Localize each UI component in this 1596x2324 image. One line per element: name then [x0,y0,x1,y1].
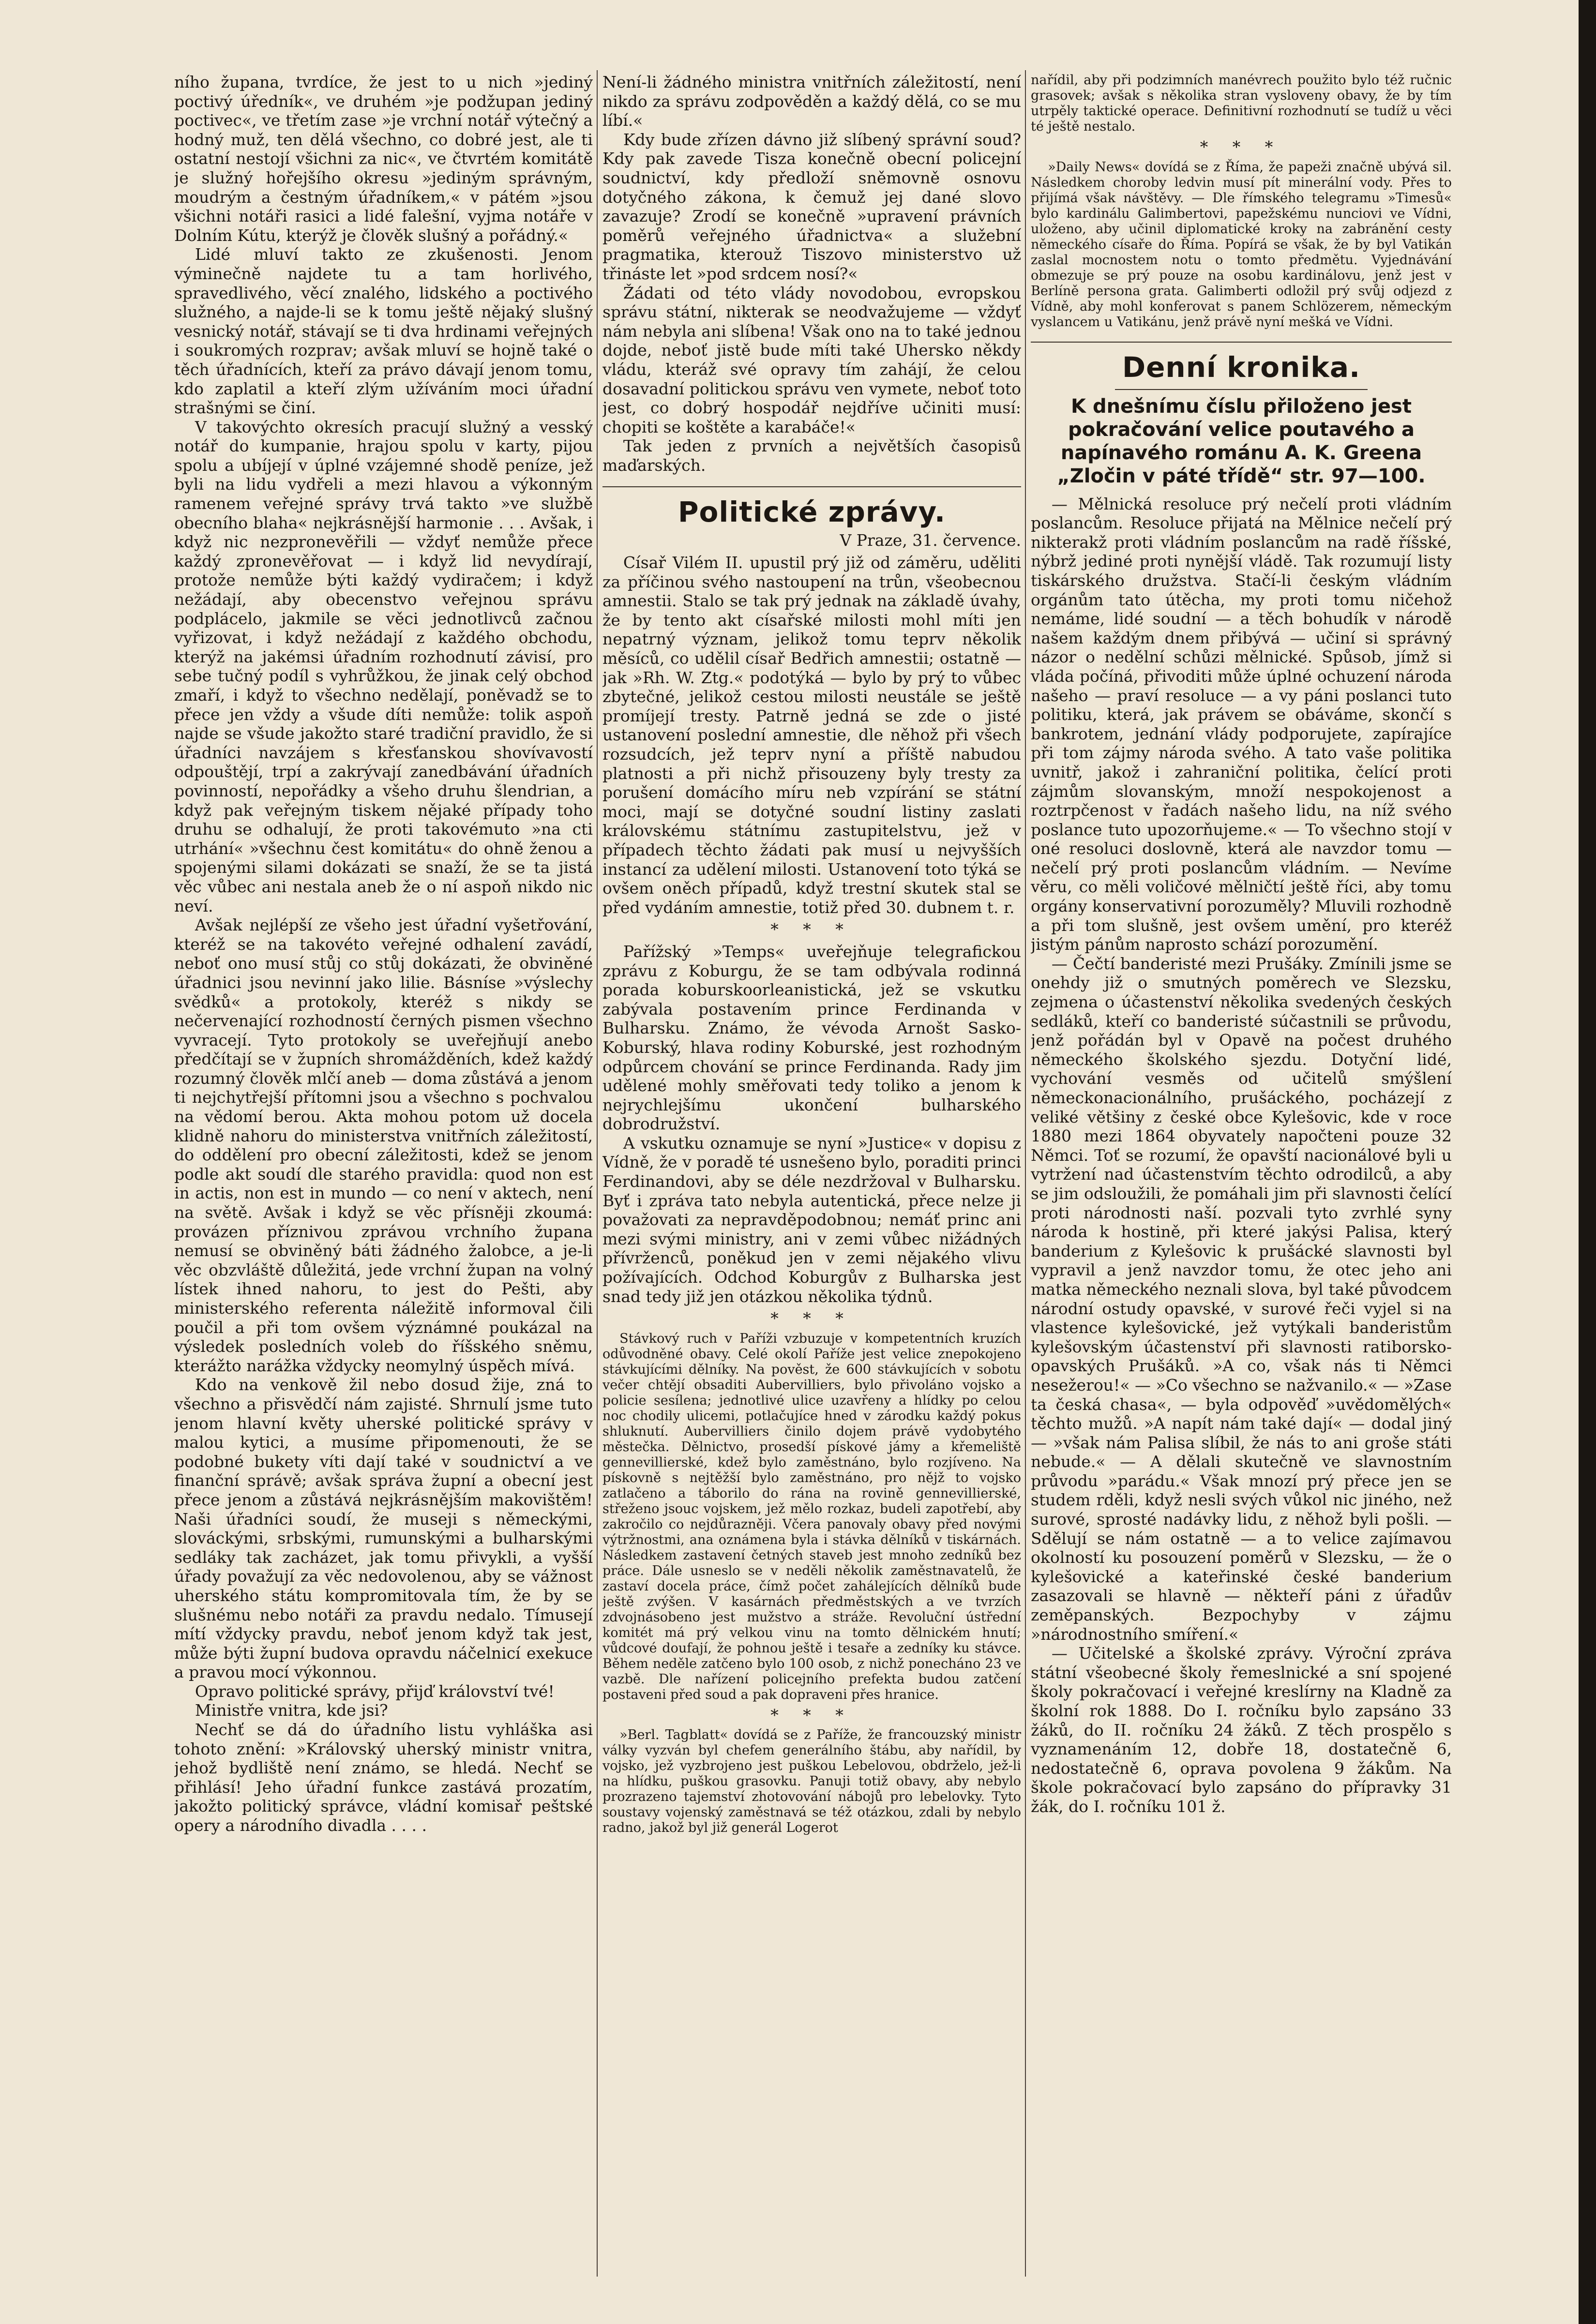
section-divider [1031,342,1452,343]
column-rule-2 [1025,70,1026,2277]
paragraph: Lidé mluví takto ze zkušenosti. Jenom výminečně najdete tu a tam horlivého, spravedlivého, věcí znalého, lidského a poctivého služného, a najde-li se k tomu ještě nějaký slušný vesnický notář, stávají se ti dva hrdinami veřejných i soukromých rozprav; avšak mluví se hojně také o těch úřadnících, kteří za právo dávají jenom tomu, kdo zaplatil a kteří zlým užíváním moci úřadní strašnými se činí. [174,245,593,418]
paragraph: Císař Vilém II. upustil prý již od záměru, uděliti za příčinou svého nastoupení na trůn, všeobecnou amnestii. Stalo se tak prý jednak na základě úvahy, že by tento akt císařské milosti mohl míti jen nepatrný význam, jelikož tomu teprv několik měsíců, co udělil císař Bedřich amnestii; ostatně — jak »Rh. W. Ztg.« podotýká — bylo by prý to vůbec zbytečné, jelikož cestou milosti neustále se ještě promíjejí tresty. Patrně jedná se zde o jisté ustanovení poslední amnestie, dle něhož při všech rozsudcích, jež teprv nyní a příště nabudou platnosti a při nichž přisouzeny byly tresty za porušení domácího míru neb vzpírání se státní moci, mají se dotyčné soudní listiny zaslati královskému státnímu zastupitelstvu, jež v případech těchto žádati pak musí u nejvyšších instancí za udělení milosti. Ustanovení toto týká se ovšem oněch případů, když trestní skutek stal se před vydáním amnestie, totiž před 30. dubnem t. r. [602,553,1021,917]
paragraph: A vskutku oznamuje se nyní »Justice« v dopisu z Vídně, že v poradě té usnešeno bylo, poraditi princi Ferdinandovi, aby se déle nezdržoval v Bulharsku. Byť i zpráva tato nebyla autentická, přece nelze ji považovati za nepravděpodobnou; nemáť princ ani mezi svými ministry, ani v zemi vůbec nižádných přívrženců, poněkud jen v zemi nějakého vlivu požívajících. Odchod Koburgův z Bulharska jest snad tedy již jen otázkou několika týdnů. [602,1133,1021,1306]
asterism: * * * [770,920,853,939]
paragraph: Pařížský »Temps« uveřejňuje telegrafickou zprávu z Koburgu, že se tam odbývala rodinná porada koburskoorleanistická, jež se vskutku zabývala postavením prince Ferdinanda v Bulharsku. Známo, že vévoda Arnošt Sasko-Koburský, hlava rodiny Koburské, jest rozhodným odpůrcem chování se prince Ferdinanda. Rady jim udělené mohly směřovati tedy toliko a jenom k nejrychlejšímu ukončení bulharského dobrodružství. [602,942,1021,1134]
asterism: * * * [770,1705,853,1724]
asterism: * * * [1200,137,1283,156]
paragraph: Kdy bude zřízen dávno již slíbený správní soud? Kdy pak zavede Tisza konečně obecní policejní soudnictví, kdy předloží sněmovně osnovu dotyčného zákona, k čemuž jej dané slovo zavazuje? Zrodí se konečně »upravení právních poměrů veřejného úřadnictva« a služební pragmatika, kterouž Tiszovo ministerstvo už třináste let »pod srdcem nosí?« [602,130,1021,283]
section-heading-denni-kronika: Denní kronika. [1122,350,1361,384]
paragraph: Kdo na venkově žil nebo dosud žije, zná to všechno a přisvědčí nám zajisté. Shrnulí jsme tuto jenom hlavní květy uherské politické správy v malou kytici, a musíme připomenouti, že se podobné bukety víti dají také v soudnictví a ve finanční správě; avšak správa župní a obecní jest přece jenom a zůstává nejkrásnějším makovištěm! Naši úřadníci soudí, že museji s německými, slováckými, srbskými, rumunskými a bulharskými sedláky tak zacházet, jak tomu přivykli, a vyšší úřady považují za věc nedovolenou, aby se vážnost uherského státu kompromitovala tím, že by se slušnému nebo notáři za pravdu nedalo. Tímusejí mítí vždycky pravdu, neboť jenom když tak jest, může býti župní budova opravdu náčelnicí exekuce a pravou mocí výkonnou. [174,1375,593,1682]
paragraph: »Berl. Tagblatt« dovídá se z Paříže, že francouzský ministr války vyzván byl chefem generálního štábu, aby nařídil, by vojsko, jež vyzbrojeno jest puškou Lebelovou, obdrželo, jež-li na hlídku, puškou grasovku. Panuji totiž obavy, aby nebylo prozrazeno tajemství zhotovování nábojů pro lebelovky. Tyto soustavy vojenský zaměstnavá se též otázkou, zdali by nebylo radno, jakož byl již generál Logerot [602,1727,1021,1836]
paragraph: Stávkový ruch v Paříži vzbuzuje v kompetentních kruzích odůvodněné obavy. Celé okolí Paříže jest velice znepokojeno stávkujícími dělníky. Na pověst, že 600 stávkujících v sobotu večer chtějí obsaditi Aubervilliers, bylo přivoláno vojsko a policie sesílena; jednotlivé ulice uzavřeny a hlídky po celou noc chodily ulicemi, potlačujíce hned v zárodku každý pokus shluknutí. Aubervilliers činilo dojem právě vydobytého městečka. Dělnictvo, prosedší pískové jámy a křemeliště gennevillierské, kdež bylo zaměstnáno, bylo rozjíveno. Na pískovně s nejtěžší bylo zaměstnáno, pro nějž to vojsko zatlačeno a táborilo do rána na rovině gennevillierské, střeženo jsouc vojskem, jež mělo rozkaz, budeli zapotřebí, aby zakročilo co nejdůrazněji. Včera panovaly obavy před novými výtržnostmi, ana oznámena byla i stávka dělníků v tiskárnách. Následkem zastavení četných staveb jest mnoho zedníků bez práce. Dále usneslo se v neděli několik zaměstnavatelů, že zastaví docela práce, čímž počet zahálejících dělníků bude ještě zvýšen. V kasárnách předměstských a ve tvrzích zdvojnásobeno jest mužstvo a stráže. Revoluční ústřední komitét má prý velkou vinu na tomto dělnickém hnutí; vůdcové doufají, že pohnou ještě i tesaře a zedníky ku stávce. Během neděle zatčeno bylo 100 osob, z nichž ponecháno 23 ve vazbě. Dle nařízení policejního prefekta budou zatčení postaveni před soud a pak dopraveni přes hranice. [602,1331,1021,1702]
paragraph: Není-li žádného ministra vnitřních záležitostí, není nikdo za správu zodpověděn a každý dělá, co se mu líbí.« [602,73,1021,130]
dateline: V Praze, 31. července. [840,531,1021,550]
column-3 [1031,73,1452,2279]
scan-edge [1579,0,1596,2324]
section-divider [602,486,1021,487]
paragraph: »Daily News« dovídá se z Říma, že papeži značně ubývá sil. Následkem choroby ledvin musí pít minerální vody. Přes to přijímá však návštěvy. — Dle římského telegramu »Timesů« bylo kardinálu Galimbertovi, papežskému nunciovi ve Vídni, uloženo, aby učinil diplomatické kroky na zabránění cesty německého císaře do Říma. Popírá se však, že by byl Vatikán zaslal mocnostem notu o tomto předmětu. Vyjednávání obmezuje se prý pouze na osobu kardinálovu, jenž jest v Berlíně persona grata. Galimberti odložil prý svůj odjezd z Vídně, aby mohl konferovat s panem Schlözerem, německým vyslancem u Vatikánu, jenž právě nyní mešká ve Vídni. [1031,159,1452,330]
paragraph: ního župana, tvrdíce, že jest to u nich »jediný poctivý úředník«, ve druhém »je podžupan jediný poctivec«, ve třetím zase »je vrchní notář výtečný a hodný muž, ten dělá všechno, co dobré jest, ale ti ostatní nestojí všichni za nic«, ve čtvrtém komitátě je služný hořejšího okresu »jediným správným, moudrým a čestným úřadníkem,« v pátém »jsou všichni notáři rasici a lidé falešní, vyjma notáře v Dolním Kútu, kterýž je člověk slušný a pořádný.« [174,73,593,245]
paragraph: — Učitelské a školské zprávy. Výroční zpráva státní všeobecné školy řemeslnické a sní spojené školy pokračovací i veřejné kreslírny na Kladně za školní rok 1888. Do I. ročníku bylo zapsáno 33 žáků, do II. ročníku 24 žáků. Z těch prospělo s vyznamenáním 12, dobře 18, dostatečně 6, nedostatečně 6, oprava povolena 9 žákům. Na škole pokračovací bylo zapsáno do přípravky 31 žák, do I. ročníku 101 ž. [1031,1644,1452,1816]
asterism: * * * [770,1309,853,1328]
supplement-notice: K dnešnímu číslu přiloženo jest pokračování velice poutavého a napínavého románu A. K. Greena „Zločin v páté třídě“ str. 97—100. [1057,395,1426,487]
column-1 [174,73,593,2279]
paragraph: — Mělnická resoluce prý nečelí proti vládním poslancům. Resoluce přijatá na Mělnice nečelí prý nikterakž proti vládním poslancům na radě říšské, nýbrž jediné proti nynější vládě. Tak rozumují listy tiskárského družstva. Stačí-li českým vládním orgánům tato útěcha, my proti tomu ničehož nemáme, lidé soudní — a těch bohudík v národě našem každým dnem přibývá — učiní si správný názor o nedělní schůzi mělnické. Spůsob, jímž si vláda počíná, přivoditi může úplné ochuzení národa našeho — praví resoluce — a vy páni poslanci tuto politiku, která, jak právem se obáváme, skončí s bankrotem, jednání vlády podporujete, zapírajíce při tom zájmy národa svého. A tato vaše politika uvnitř, jakož i zahraniční politika, čelící proti zájmům slovanským, množí nespokojenost a roztrpčenost v řadách našeho lidu, na níž svého poslance tuto upozorňujeme.« — To všechno stojí v oné resoluci doslovně, která ale navzdor tomu — nečelí prý proti poslancům vládním. — Nevíme věru, co měli voličové mělničtí ještě říci, aby tomu orgány konservativní porozuměly? Mluvili rozhodně a při tom slušně, jest ovšem umění, pro kteréž jistým pánům naprosto schází porozumění. [1031,494,1452,954]
section-heading-politicke-zpravy: Politické zprávy. [678,495,946,529]
paragraph: Avšak nejlépší ze všeho jest úřadní vyšetřování, kteréž se na takovéto veřejné odhalení zavádí, neboť ono musí stůj co stůj dokázati, že obviněné úřadnici jsou nevinní jako lilie. Básníse »výslechy svědků« a protokoly, kteréž s nikdy se nečervenající rozhodností černých pismen všechno vyvracejí. Tyto protokoly se uveřejňují anebo předčítají se v župních shromážděních, kdež každý rozumný člověk mlčí aneb — doma zůstává a jenom ti nejchytřejší přítomni jsou a všechno s pochvalou na vědomí berou. Akta mohou potom už docela klidně nahoru do ministerstva vnitřních záležitostí, do oddělení pro obecní záležitosti, kdež se jenom podle akt soudí dle starého pravidla: quod non est in actis, non est in mundo — co není v aktech, není na světě. Avšak i když se věc přísněji zkoumá: provázen příznivou zprávou vrchního župana nemusí se obviněný báti žádného žalobce, a je-li věc obzvláště důležitá, jede vrchní župan na volný lístek ihned nahoru, to jest do Pešti, aby ministerského referenta náležitě informoval čili poučil a při tom ovšem význámné poukázal na výsledek posledních voleb do říšského sněmu, kterážto narážka vždycky neomylný úspěch mívá. [174,915,593,1375]
paragraph: nařídil, aby při podzimních manévrech použito bylo též ručnic grasovek; avšak s několika stran vysloveny obavy, že by tím utrpěly taktické operace. Definitivní rozhodnutí se tudíž u věci té ještě nestalo. [1031,73,1452,134]
column-rule-1 [597,70,598,2277]
heading-underline [1115,389,1368,390]
paragraph: Opravo politické správy, přijď království tvé! [195,1681,555,1701]
paragraph: Žádati od této vlády novodobou, evropskou správu státní, nikterak se neodvažujeme — vždyť nám nebyla ani slíbena! Však ono na to také jednou dojde, neboť jistě bude míti také Uhersko někdy vládu, kteráž své opravy tím zahájí, že celou dosavadní politickou správu ven vymete, neboť toto jest, co dobrý hospodář nejdříve učiniti musí: chopiti se koštěte a karabáče!« [602,283,1021,436]
paragraph: Nechť se dá do úřadního listu vyhláška asi tohoto znění: »Královský uherský ministr vnitra, jehož bydliště není známo, se hledá. Nechť se přihlásí! Jeho úřadní funkce zastává prozatím, jakožto politický správce, vládní komisař peštské opery a národního divadla . . . . [174,1720,593,1835]
paragraph: Ministře vnitra, kde jsi? [195,1701,388,1720]
paragraph: Tak jeden z prvních a největších časopisů maďarských. [602,436,1021,475]
paragraph: V takovýchto okresích pracují služný a vesský notář do kumpanie, hrajou spolu v karty, pijou spolu a ubíjejí v úplné vzájemné shodě peníze, jež byli na lidu vydřeli a mezi hlavou a výkonným ramenem veřejné správy trvá takto »ve službě obecního blaha« nejkrásnější harmonie . . . Avšak, i když nic nezpronevěřili — vždyť nemůže přece každý zpronevěřovat — i když lid nevydírají, protože nemůže býti každý vydiračem; i když nežádají, aby obecenstvo veřejnou správu podplácelo, jakmile se věci jednotlivců začnou vyřizovat, i když nežádají z každého obchodu, kterýž na jakémsi úřadním rozhodnutí závisí, pro sebe tučný podíl s vyhrůžkou, že jinak celý obchod zmaří, i když to všechno nedělají, poněvadž se to přece jen vždy a všude díti nemůže: tolik aspoň najde se všude jakožto staré tradiční pravidlo, že si úřadníci navzájem s křesťanskou shovívavostí odpouštějí, trpí a zakrývají zanedbávání úřadních povinností, nepořádky a všeho druhu šlendrian, a když pak veřejným tiskem nějaké případy toho druhu se odhalují, že proti takovémuto »na cti utrhání« »všechnu čest komitátu« do ohně ženou a spojenými silami dokázati se snaží, že se ta jistá věc vůbec ani nestala aneb že o ní aspoň nikdo nic neví. [174,417,593,915]
column-2 [602,73,1021,2279]
paragraph: — Čečtí banderisté mezi Prušáky. Zmínili jsme se onehdy již o smutných poměrech ve Slezsku, zejmena o účastenství několika svedených českých sedláků, kteří co banderisté súčastnili se průvodu, jenž pořádán byl v Opavě na počest druhého německého školského sjezdu. Dotyční lidé, vychování vesměs od učitelů smýšlení německonacionálního, prušáckého, pocházejí z veliké většiny z české obce Kylešovic, kde v roce 1880 mezi 1864 obyvately napočteni pouze 32 Němci. Toť se rozumí, že opavští nacionálové byli u vytržení nad účastenstvím těchto odrodilců, a aby se jim odsloužili, že pomáhali jim při slavnosti čelící proti národnosti naší. pozvali tyto zvrhlé syny národa k hostině, při které jakýsi Palisa, který banderium z Kylešovic k prušácké slavnosti byl vypravil a jenž navzdor tomu, že otec jeho ani matka německého neznali slova, byl také původcem národní ostudy opavské, v surové řeči vyjel si na vlastence kylešovické, jež vytýkali banderistům kylešovským účastenství při slavnosti ratiborsko-opavských Prušáků. »A co, však nás ti Němci nesežerou!« — »Co všechno se nažvanilo.« — »Zase ta česká chasa«, — byla odpověď »uvědomělých« těchto mužů. »A napít nám také dají« — dodal jiný — »však nám Palisa slíbil, že nás to ani groše státi nebude.« — A dělali skutečně ve slavnostním průvodu »parádu.« Však mnozí prý přece jen se studem rděli, když nesli svých vůkol nic jiného, než surové, sprosté nadávky lidu, z něhož byli pošli. — Sdělují se nám ostatně — a to velice zajímavou okolností ku posouzení poměrů v Slezsku, — že o kylešovické a kateřinské české banderium zasazovali se hlavně — někteří páni z úřadův zeměpanských. Bezpochyby v zájmu »národnostního smíření.« [1031,954,1452,1644]
